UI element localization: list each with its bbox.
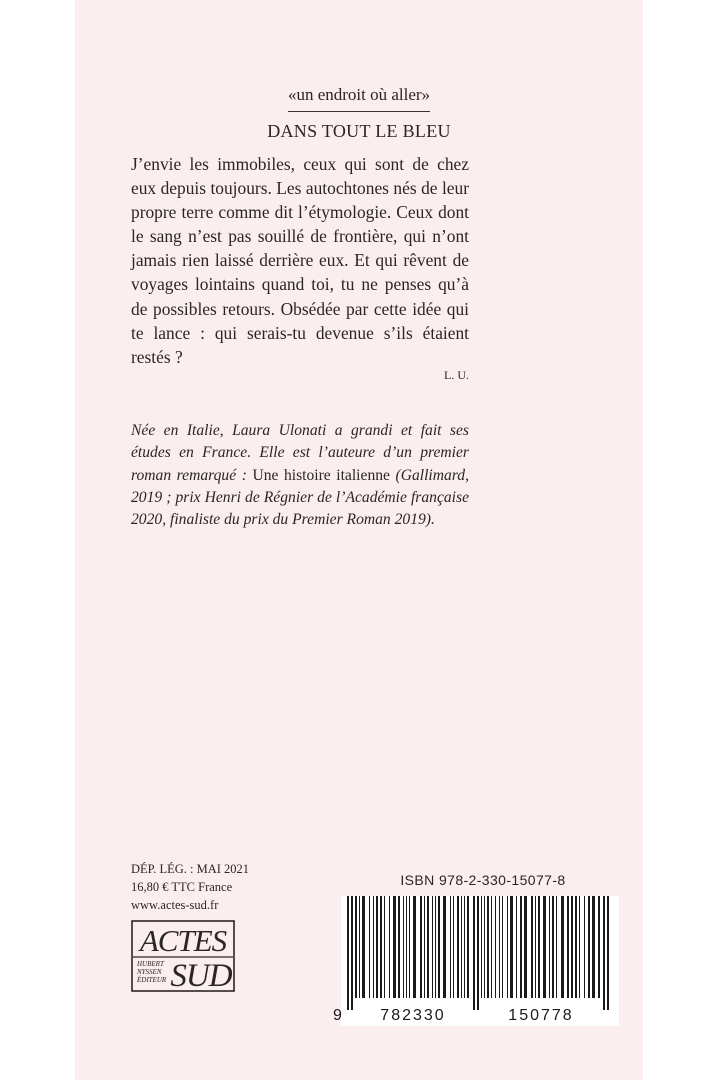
barcode-bar	[380, 896, 382, 998]
actes-sud-logo	[131, 920, 235, 992]
legal-deposit: DÉP. LÉG. : MAI 2021	[131, 862, 250, 876]
barcode	[331, 896, 619, 1026]
barcode-bar	[552, 896, 554, 998]
barcode-bar	[510, 896, 513, 998]
barcode-bar	[427, 896, 429, 998]
back-cover	[75, 0, 643, 1080]
barcode-guard	[473, 896, 475, 1010]
barcode-bar	[453, 896, 454, 998]
logo-sub-1: HUBERT	[137, 960, 164, 968]
barcode-bar	[556, 896, 557, 998]
bio-book-title: Une histoire italienne	[252, 466, 390, 484]
barcode-bar	[502, 896, 503, 998]
barcode-bar	[406, 896, 407, 998]
barcode-bar	[598, 896, 600, 998]
book-title: DANS TOUT LE BLEU	[267, 121, 451, 141]
barcode-bar	[450, 896, 451, 998]
barcode-bar	[524, 896, 527, 998]
price: 16,80 € TTC France	[131, 880, 233, 894]
logo-line-1: ACTES	[139, 923, 227, 958]
author-bio	[131, 420, 469, 531]
barcode-bar	[495, 896, 496, 998]
barcode-bar	[355, 896, 357, 998]
barcode-bar	[499, 896, 500, 998]
barcode-bar	[438, 896, 440, 998]
barcode-bar	[549, 896, 550, 998]
barcode-bar	[579, 896, 580, 998]
barcode-bar	[588, 896, 590, 998]
barcode-first-digit: 9	[333, 1007, 342, 1024]
isbn-label: ISBN 978-2-330-15077-8	[400, 872, 566, 888]
barcode-bar	[362, 896, 365, 998]
barcode-left-digits: 782330	[380, 1007, 446, 1024]
website-link[interactable]: www.actes-sud.fr	[131, 898, 219, 912]
barcode-bar	[561, 896, 564, 998]
bio-part-2: (Gallimard, 2019 ; prix Henri de Régnier de l’Académie française 2020, finaliste du prix du Premier Roman 2019).	[131, 466, 469, 529]
author-bio-paragraph	[131, 420, 469, 531]
barcode-guard	[351, 896, 353, 1010]
barcode-bar	[443, 896, 446, 998]
barcode-bar	[398, 896, 400, 998]
barcode-bar	[420, 896, 422, 998]
barcode-bar	[543, 896, 546, 998]
barcode-bar	[435, 896, 436, 998]
barcode-bar	[491, 896, 492, 998]
barcode-bar	[384, 896, 385, 998]
series-label	[75, 85, 643, 112]
barcode-guard	[603, 896, 605, 1010]
barcode-bar	[531, 896, 533, 998]
barcode-bar	[507, 896, 508, 998]
barcode-bar	[389, 896, 390, 998]
barcode-guard	[477, 896, 479, 1010]
barcode-bar	[409, 896, 410, 998]
barcode-bar	[424, 896, 425, 998]
barcode-bar	[359, 896, 360, 998]
blurb-text: J’envie les immobiles, ceux qui sont de chez eux depuis toujours. Les autochtones nés de leur propre terre comme dit l’étymologie. Ceux dont le sang n’est pas souillé de frontière, qui n’ont jamais rien laissé derrière eux. Et qui rêvent de voyages lointains quand toi, tu ne penses qu’à de possibles retours. Obsédée par cette idée qui te lance : qui serais-tu devenue s’ils étaient restés ?	[131, 154, 469, 367]
barcode-bar	[461, 896, 462, 998]
barcode-bar	[571, 896, 573, 998]
barcode-bar	[516, 896, 517, 998]
barcode-guard	[607, 896, 609, 1010]
barcode-bar	[403, 896, 404, 998]
barcode-right-digits: 150778	[508, 1007, 574, 1024]
barcode-bar	[535, 896, 536, 998]
barcode-bar	[592, 896, 595, 998]
barcode-bar	[584, 896, 585, 998]
barcode-bar	[481, 896, 482, 998]
bio-part-1: Née en Italie, Laura Ulonati a grandi et fait ses études en France. Elle est l’auteure d’un premier roman remarqué :	[131, 422, 469, 484]
barcode-bar	[487, 896, 489, 998]
barcode-bar	[432, 896, 433, 998]
barcode-bar	[467, 896, 469, 998]
barcode-bar	[567, 896, 569, 998]
barcode-bar	[369, 896, 370, 998]
legal-info	[131, 860, 249, 914]
blurb-signature: L. U.	[444, 368, 469, 382]
barcode-bar	[520, 896, 522, 998]
logo-sub-3: ÉDITEUR	[137, 976, 167, 984]
barcode-bar	[413, 896, 416, 998]
series-label-text: «un endroit où aller»	[288, 85, 430, 112]
barcode-bar	[464, 896, 465, 998]
barcode-guard	[347, 896, 349, 1010]
barcode-bar	[393, 896, 396, 998]
barcode-bar	[376, 896, 378, 998]
barcode-bar	[373, 896, 374, 998]
barcode-bar	[484, 896, 485, 998]
blurb	[131, 152, 469, 369]
logo-sub-2: NYSSEN	[137, 968, 162, 976]
barcode-bar	[457, 896, 459, 998]
barcode-bar	[575, 896, 577, 998]
barcode-bar	[538, 896, 540, 998]
logo-line-2: SUD	[170, 958, 232, 992]
